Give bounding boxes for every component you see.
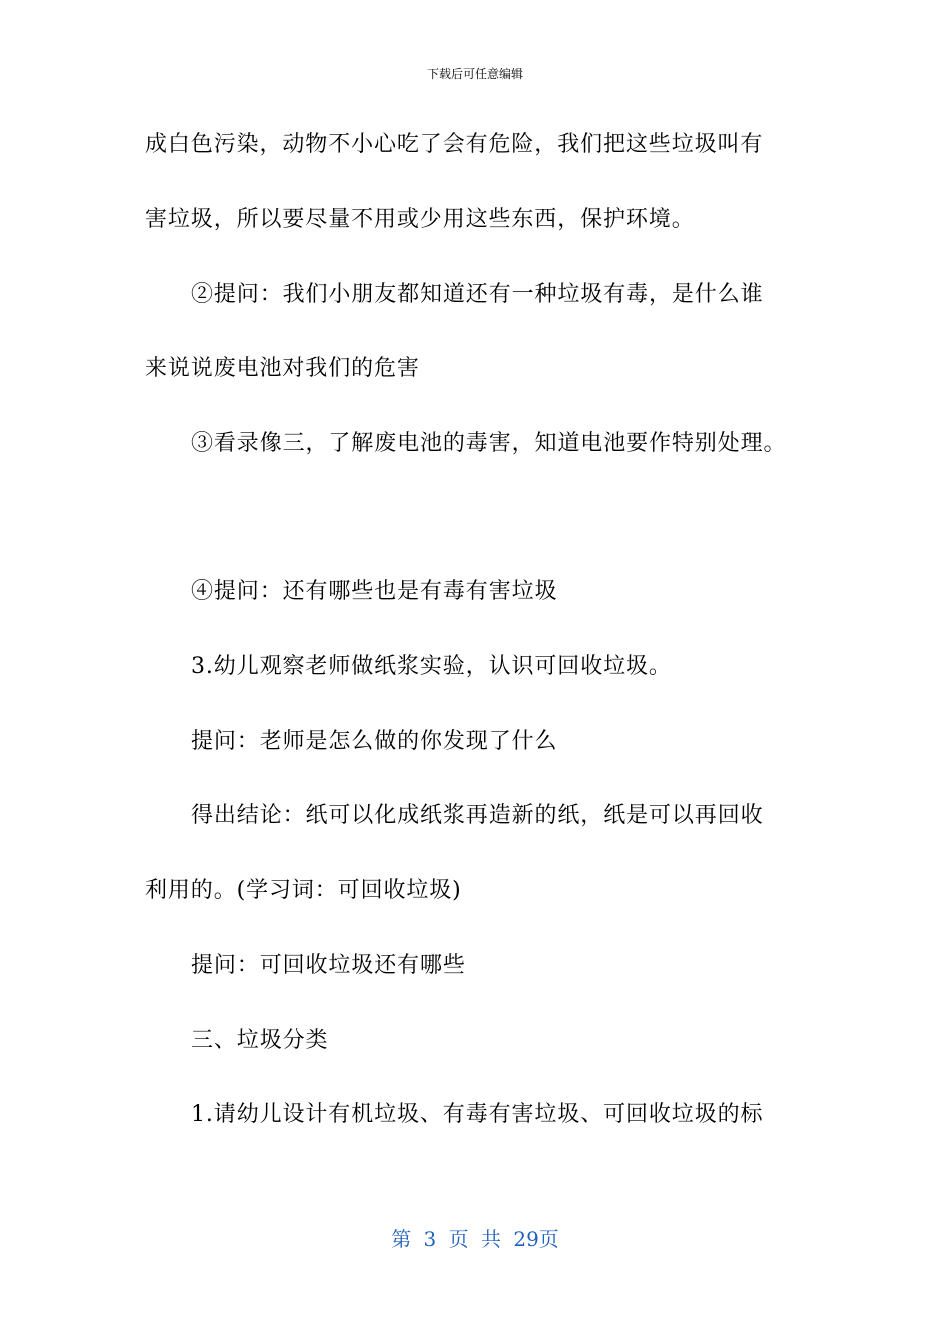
body-line-13: 1.请幼儿设计有机垃圾、有毒有害垃圾、可回收垃圾的标: [191, 1102, 764, 1127]
body-line-5: ③看录像三，了解废电池的毒害，知道电池要作特别处理。: [191, 431, 787, 456]
body-line-2: 害垃圾，所以要尽量不用或少用这些东西，保护环境。: [145, 207, 695, 232]
body-line-9: 得出结论：纸可以化成纸浆再造新的纸，纸是可以再回收: [191, 803, 764, 828]
body-line-6: ④提问：还有哪些也是有毒有害垃圾: [191, 579, 558, 604]
body-line-4: 来说说废电池对我们的危害: [145, 356, 420, 381]
body-line-7: 3.幼儿观察老师做纸浆实验，认识可回收垃圾。: [191, 654, 672, 679]
body-line-11: 提问：可回收垃圾还有哪些: [191, 953, 466, 978]
page-header: 下载后可任意编辑: [426, 67, 523, 81]
body-line-8: 提问：老师是怎么做的你发现了什么: [191, 729, 558, 754]
body-line-1: 成白色污染，动物不小心吃了会有危险，我们把这些垃圾叫有: [145, 132, 764, 157]
section-heading: 三、垃圾分类: [191, 1028, 329, 1053]
body-line-3: ②提问：我们小朋友都知道还有一种垃圾有毒，是什么谁: [191, 282, 764, 307]
page-number-footer: 第 3 页 共 29页: [391, 1227, 559, 1251]
body-line-10: 利用的。(学习词：可回收垃圾): [145, 878, 462, 903]
